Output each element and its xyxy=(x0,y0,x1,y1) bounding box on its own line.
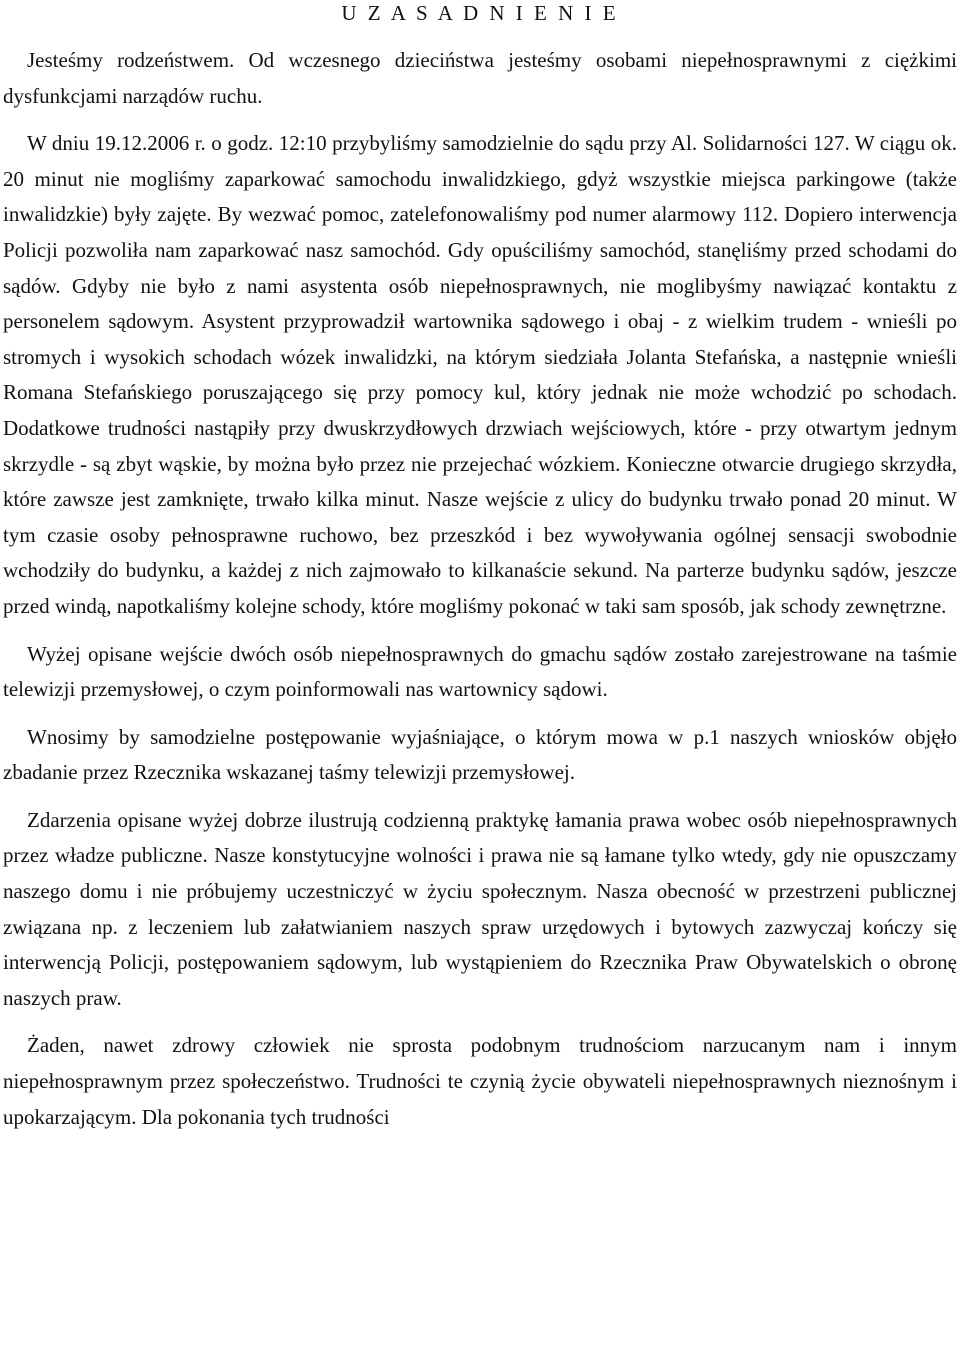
paragraph-court-visit: W dniu 19.12.2006 r. o godz. 12:10 przybyliśmy samodzielnie do sądu przy Al. Solidarności 127. W ciągu ok. 20 minut nie mogliśmy zaparkować samochodu inwalidzkiego, gdyż wszystkie miejsca parkingowe (także inwalidzkie) były zajęte. By wezwać pomoc, zatelefonowaliśmy pod numer alarmowy 112. Dopiero interwencja Policji pozwoliła nam zaparkować nasz samochód. Gdy opuściliśmy samochód, stanęliśmy przed schodami do sądów. Gdyby nie było z nami asystenta osób niepełnosprawnych, nie moglibyśmy nawiązać kontaktu z personelem sądowym. Asystent przyprowadził wartownika sądowego i obaj - z wielkim trudem - wnieśli po stromych i wysokich schodach wózek inwalidzki, na którym siedziała Jolanta Stefańska, a następnie wnieśli Romana Stefańskiego poruszającego się przy pomocy kul, który jednak nie może wchodzić po schodach. Dodatkowe trudności nastąpiły przy dwuskrzydłowych drzwiach wejściowych, które - przy otwartym jednym skrzydle - są zbyt wąskie, by można było przez nie przejechać wózkiem. Konieczne otwarcie drugiego skrzydła, które zawsze jest zamknięte, trwało kilka minut. Nasze wejście z ulicy do budynku trwało ponad 20 minut. W tym czasie osoby pełnosprawne ruchowo, bez przeszkód i bez wywoływania ogólnej sensacji swobodnie wchodziły do budynku, a każdej z nich zajmowało to kilkanaście sekund. Na parterze budynku sądów, jeszcze przed windą, napotkaliśmy kolejne schody, które mogliśmy pokonać w taki sam sposób, jak schody zewnętrzne. xyxy=(3,131,957,618)
paragraph-cctv-recording: Wyżej opisane wejście dwóch osób niepełnosprawnych do gmachu sądów zostało zarejestrowane na taśmie telewizji przemysłowej, o czym poinformowali nas wartownicy sądowi. xyxy=(3,641,957,702)
paragraph-difficulties: Żaden, nawet zdrowy człowiek nie sprosta podobnym trudnościom narzucanym nam i innym niepełnosprawnym przez społeczeństwo. Trudności te czynią życie obywateli niepełnosprawnych nieznośnym i upokarzającym. Dla pokonania tych trudności xyxy=(3,1033,957,1129)
paragraph-introduction: Jesteśmy rodzeństwem. Od wczesnego dzieciństwa jesteśmy osobami niepełnosprawnymi z ciężkimi dysfunkcjami narządów ruchu. xyxy=(3,48,957,108)
section-heading: U Z A S A D N I E N I E xyxy=(341,1,619,25)
paragraph-request: Wnosimy by samodzielne postępowanie wyjaśniające, o którym mowa w p.1 naszych wniosków objęło zbadanie przez Rzecznika wskazanej taśmy telewizji przemysłowej. xyxy=(3,724,957,785)
paragraph-rights-violation: Zdarzenia opisane wyżej dobrze ilustrują codzienną praktykę łamania prawa wobec osób niepełnosprawnych przez władze publiczne. Nasze konstytucyjne wolności i prawa nie są łamane tylko wtedy, gdy nie opuszczamy naszego domu i nie próbujemy uczestniczyć w życiu społecznym. Nasza obecność w przestrzeni publicznej związana np. z leczeniem lub załatwianiem naszych spraw urzędowych i bytowych zazwyczaj kończy się interwencją Policji, postępowaniem sądowym, lub wystąpieniem do Rzecznika Praw Obywatelskich o obronę naszych praw. xyxy=(3,807,957,1010)
